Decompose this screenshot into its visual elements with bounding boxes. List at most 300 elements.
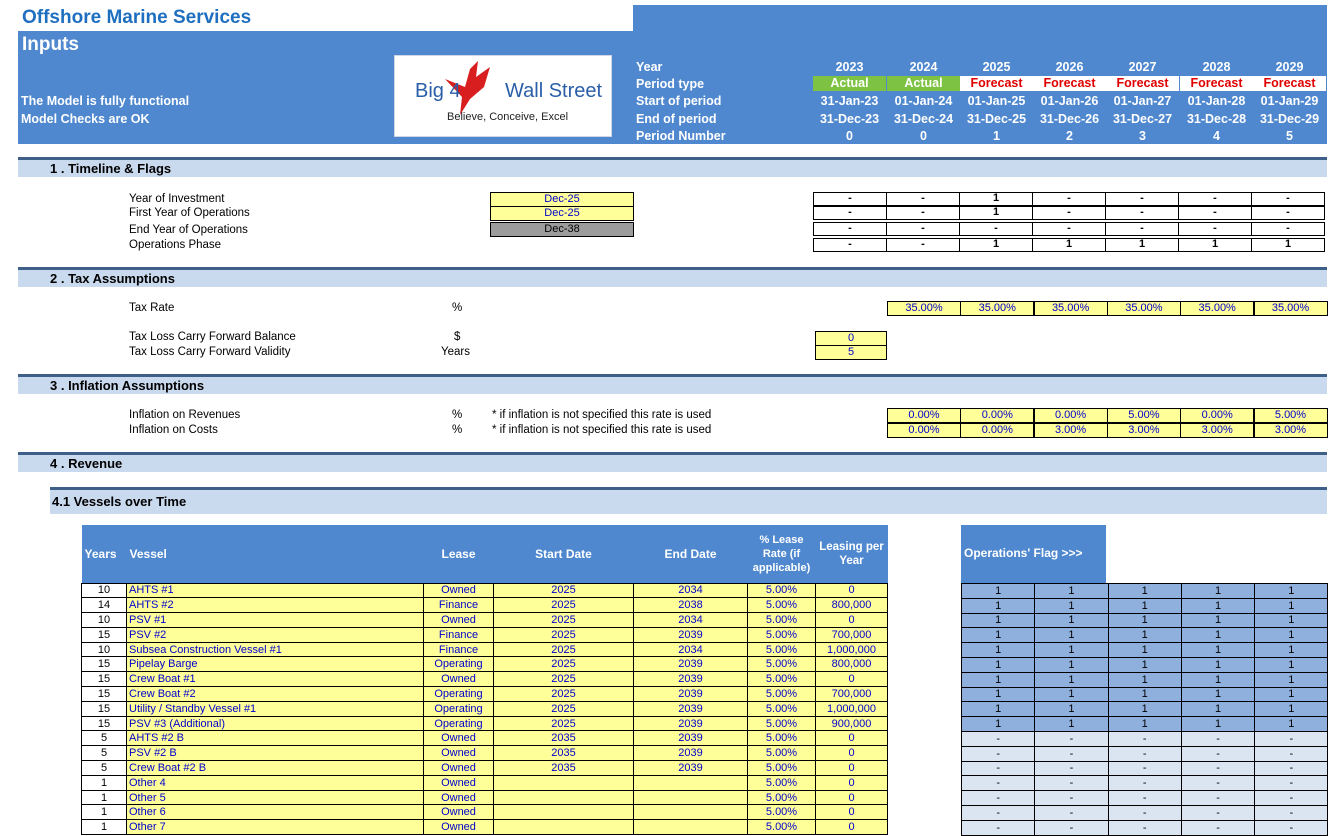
vessel-lease-per-year-input[interactable]: 1,000,000 [816, 701, 888, 716]
vessel-years: 15 [82, 657, 127, 672]
ops-flag-cell: 1 [962, 643, 1035, 658]
flag-cell: - [1178, 222, 1252, 236]
vessel-name-input[interactable]: PSV #1 [127, 613, 424, 628]
vessel-lease-per-year-input[interactable]: 0 [816, 761, 888, 776]
tax-loss-validity-input[interactable]: 5 [815, 345, 887, 360]
vessel-years: 5 [82, 761, 127, 776]
ops-phase-label: Operations Phase [129, 239, 222, 251]
ops-flag-cell: - [1108, 820, 1181, 835]
inflation-cost-input[interactable]: 3.00% [1034, 423, 1108, 438]
period-end: 31-Dec-28 [1186, 112, 1247, 126]
ops-flag-cell: 1 [1035, 702, 1108, 717]
vessel-lease-per-year-input[interactable]: 0 [816, 820, 888, 835]
vessel-lease-input[interactable]: Owned [424, 672, 494, 687]
vessel-lease-input[interactable]: Owned [424, 790, 494, 805]
tax-loss-validity-label: Tax Loss Carry Forward Validity [129, 346, 291, 358]
vessel-name-input[interactable]: PSV #2 [127, 627, 424, 642]
ops-flag-cell: - [962, 746, 1035, 761]
ops-flag-row [962, 598, 1328, 613]
end-year-label: End Year of Operations [129, 224, 248, 236]
vessel-start-input[interactable]: 2025 [494, 642, 634, 657]
ops-flag-cell: - [1035, 761, 1108, 776]
flag-cell: 1 [959, 238, 1033, 252]
ops-flag-cell: - [1255, 791, 1328, 806]
vessel-start-input[interactable] [494, 805, 634, 820]
inflation-revenue-input[interactable]: 5.00% [1107, 408, 1181, 423]
tax-loss-balance-input[interactable]: 0 [815, 331, 887, 346]
ops-flag-cell: 1 [1108, 657, 1181, 672]
vessel-end-input[interactable]: 2034 [634, 613, 748, 628]
first-year-label: First Year of Operations [129, 207, 250, 219]
flag-row [814, 238, 1325, 252]
period-type-badge: Actual [887, 76, 960, 91]
vessel-lease-input[interactable]: Owned [424, 820, 494, 835]
ops-flag-cell: - [1035, 791, 1108, 806]
ops-flag-row [962, 746, 1328, 761]
vessel-name-input[interactable]: Other 4 [127, 775, 424, 790]
vessel-row [82, 672, 888, 687]
ops-flag-cell: - [1181, 805, 1254, 820]
ops-flag-cell: 1 [1035, 687, 1108, 702]
ops-flag-cell: - [1108, 776, 1181, 791]
logo [394, 55, 612, 137]
ops-flag-cell: 1 [962, 702, 1035, 717]
section-inflation: 3 . Inflation Assumptions [18, 374, 1327, 394]
vessel-lease-per-year-input[interactable]: 0 [816, 613, 888, 628]
vessel-lease-per-year-input[interactable]: 700,000 [816, 687, 888, 702]
flag-cell: 1 [959, 206, 1033, 220]
vessel-rate-input[interactable]: 5.00% [748, 790, 816, 805]
vessel-name-input[interactable]: Other 7 [127, 820, 424, 835]
vessel-lease-per-year-input[interactable]: 0 [816, 731, 888, 746]
tax-rate-input[interactable]: 35.00% [1034, 301, 1108, 316]
label-period-type: Period type [636, 77, 705, 91]
ops-flag-cell: 1 [1181, 598, 1254, 613]
inflation-cost-unit: % [452, 424, 463, 436]
ops-flag-cell: 1 [1255, 687, 1328, 702]
inflation-cost-input[interactable]: 3.00% [1180, 423, 1254, 438]
vessel-lease-input[interactable]: Finance [424, 627, 494, 642]
period-start: 01-Jan-29 [1260, 94, 1319, 108]
inflation-revenue-input[interactable]: 5.00% [1254, 408, 1328, 423]
vessel-end-input[interactable]: 2039 [634, 761, 748, 776]
tax-loss-validity-unit: Years [441, 346, 470, 358]
inflation-cost-input[interactable]: 0.00% [887, 423, 961, 438]
period-number: 0 [846, 129, 853, 143]
vessel-name-input[interactable]: PSV #3 (Additional) [127, 716, 424, 731]
ops-flag-cell: 1 [1108, 598, 1181, 613]
ops-flag-row [962, 776, 1328, 791]
ops-flag-row [962, 672, 1328, 687]
vessel-row [82, 790, 888, 805]
ops-flag-row [962, 584, 1328, 599]
vessel-name-input[interactable]: Crew Boat #2 [127, 687, 424, 702]
vessel-lease-per-year-input[interactable]: 0 [816, 746, 888, 761]
flag-cell: - [1032, 222, 1106, 236]
vessel-rate-input[interactable]: 5.00% [748, 820, 816, 835]
logo-text-right: Wall Street [505, 80, 603, 102]
ops-flag-cell: 1 [1035, 672, 1108, 687]
ops-flag-cell: 1 [1181, 717, 1254, 732]
vessel-row [82, 775, 888, 790]
period-number: 2 [1066, 129, 1073, 143]
vessel-lease-input[interactable]: Owned [424, 731, 494, 746]
flag-cell: - [813, 238, 887, 252]
ops-flag-cell: - [1108, 791, 1181, 806]
tax-rate-input[interactable]: 35.00% [1254, 301, 1328, 316]
vessel-name-input[interactable]: AHTS #2 B [127, 731, 424, 746]
vessel-start-input[interactable] [494, 790, 634, 805]
section-timeline-flags: 1 . Timeline & Flags [18, 157, 1327, 177]
ops-flag-cell: 1 [962, 672, 1035, 687]
ops-flag-cell: 1 [1035, 613, 1108, 628]
tax-rate-input[interactable]: 35.00% [1180, 301, 1254, 316]
period-start: 01-Jan-26 [1040, 94, 1099, 108]
vessel-start-input[interactable]: 2035 [494, 761, 634, 776]
ops-flag-cell: 1 [1108, 628, 1181, 643]
vessel-name-input[interactable]: Subsea Construction Vessel #1 [127, 642, 424, 657]
vessel-lease-per-year-input[interactable]: 0 [816, 775, 888, 790]
ops-flag-cell: - [1108, 731, 1181, 746]
vessel-row [82, 716, 888, 731]
section-tax: 2 . Tax Assumptions [18, 267, 1327, 287]
period-end: 31-Dec-23 [819, 112, 880, 126]
vessel-start-input[interactable]: 2025 [494, 716, 634, 731]
vessel-start-input[interactable]: 2035 [494, 746, 634, 761]
ops-flag-cell: 1 [1255, 672, 1328, 687]
year-of-investment-label: Year of Investment [129, 193, 225, 205]
flag-cell: - [1105, 222, 1179, 236]
flag-cell: - [886, 206, 960, 220]
ops-flag-label: Operations' Flag >>> [964, 546, 1083, 560]
ops-flag-cell: - [1035, 731, 1108, 746]
vessel-years: 15 [82, 716, 127, 731]
ops-flag-cell: 1 [962, 613, 1035, 628]
inflation-cost-note: * if inflation is not specified this rate is used [492, 424, 712, 436]
ops-flag-cell: - [962, 791, 1035, 806]
period-type-badge: Forecast [1106, 76, 1179, 91]
sheet-title: Inputs [22, 34, 79, 55]
ops-flag-cell: - [1035, 746, 1108, 761]
inflation-revenue-input[interactable]: 0.00% [887, 408, 961, 423]
vessel-end-input[interactable] [634, 790, 748, 805]
vessel-end-input[interactable]: 2039 [634, 687, 748, 702]
ops-flag-cell: - [1181, 776, 1254, 791]
col-rate: % Lease Rate (if applicable) [748, 525, 816, 583]
vessel-lease-per-year-input[interactable]: 0 [816, 583, 888, 598]
ops-flag-cell: 1 [1035, 717, 1108, 732]
vessel-row [82, 731, 888, 746]
vessel-row [82, 583, 888, 598]
ops-flag-cell: 1 [1181, 643, 1254, 658]
vessel-lease-input[interactable]: Operating [424, 687, 494, 702]
tax-rate-input[interactable]: 35.00% [960, 301, 1034, 316]
vessel-years: 15 [82, 627, 127, 642]
ops-flag-cell: 1 [1181, 702, 1254, 717]
inflation-cost-input[interactable]: 3.00% [1254, 423, 1328, 438]
vessel-rate-input[interactable]: 5.00% [748, 642, 816, 657]
year-of-investment-input[interactable]: Dec-25 [490, 192, 634, 207]
logo-tagline: Believe, Conceive, Excel [447, 111, 569, 123]
vessel-name-input[interactable]: Other 6 [127, 805, 424, 820]
vessel-end-input[interactable] [634, 775, 748, 790]
ops-flag-cell: 1 [1108, 702, 1181, 717]
tax-loss-balance-label: Tax Loss Carry Forward Balance [129, 331, 296, 343]
ops-flag-cell: 1 [1181, 672, 1254, 687]
ops-flag-row [962, 731, 1328, 746]
flag-cell: - [1251, 206, 1325, 220]
vessel-start-input[interactable]: 2025 [494, 657, 634, 672]
tax-rate-input[interactable]: 35.00% [887, 301, 961, 316]
ops-flag-cell: 1 [1255, 584, 1328, 599]
ops-flag-cell: 1 [1255, 657, 1328, 672]
period-number: 5 [1286, 129, 1293, 143]
ops-flag-row [962, 628, 1328, 643]
vessel-years: 1 [82, 820, 127, 835]
vessel-name-input[interactable]: Utility / Standby Vessel #1 [127, 701, 424, 716]
ops-flag-cell: - [1108, 805, 1181, 820]
inflation-revenue-input[interactable]: 0.00% [1034, 408, 1108, 423]
tax-rate-input[interactable]: 35.00% [1107, 301, 1181, 316]
ops-flag-cell: 1 [962, 628, 1035, 643]
ops-flag-cell: - [1255, 761, 1328, 776]
flag-cell: - [813, 222, 887, 236]
period-year: 2026 [1055, 60, 1084, 74]
period-start: 01-Jan-24 [894, 94, 953, 108]
vessel-rate-input[interactable]: 5.00% [748, 598, 816, 613]
period-type-badge: Forecast [960, 76, 1033, 91]
status-checks: Model Checks are OK [21, 112, 150, 126]
vessel-end-input[interactable] [634, 820, 748, 835]
flag-cell: - [813, 206, 887, 220]
flag-cell: - [886, 238, 960, 252]
ops-flag-cell: - [1035, 820, 1108, 835]
ops-flag-cell: 1 [962, 598, 1035, 613]
period-end: 31-Dec-24 [893, 112, 954, 126]
vessel-lease-per-year-input[interactable]: 0 [816, 672, 888, 687]
vessel-years: 15 [82, 701, 127, 716]
vessel-rate-input[interactable]: 5.00% [748, 716, 816, 731]
ops-flag-cell: 1 [962, 687, 1035, 702]
vessel-start-input[interactable]: 2035 [494, 731, 634, 746]
vessel-start-input[interactable] [494, 820, 634, 835]
vessel-end-input[interactable]: 2039 [634, 657, 748, 672]
flag-cell: 1 [959, 192, 1033, 206]
label-end-period: End of period [636, 112, 717, 126]
vessel-rate-input[interactable]: 5.00% [748, 627, 816, 642]
period-start: 01-Jan-28 [1187, 94, 1246, 108]
col-end: End Date [634, 525, 748, 583]
ops-flag-row [962, 791, 1328, 806]
vessel-rate-input[interactable]: 5.00% [748, 583, 816, 598]
vessel-row [82, 701, 888, 716]
ops-flag-cell: - [962, 776, 1035, 791]
flag-cell: - [813, 192, 887, 206]
vessel-lease-input[interactable]: Operating [424, 716, 494, 731]
vessel-start-input[interactable]: 2025 [494, 583, 634, 598]
vessel-rate-input[interactable]: 5.00% [748, 746, 816, 761]
vessel-start-input[interactable]: 2025 [494, 672, 634, 687]
vessel-rate-input[interactable]: 5.00% [748, 672, 816, 687]
vessel-years: 15 [82, 687, 127, 702]
ops-flag-cell: - [1035, 776, 1108, 791]
vessel-lease-input[interactable]: Operating [424, 657, 494, 672]
ops-flag-cell: - [1181, 731, 1254, 746]
flag-cell: 1 [1251, 238, 1325, 252]
vessel-row [82, 598, 888, 613]
col-start: Start Date [494, 525, 634, 583]
subsection-vessels: 4.1 Vessels over Time [50, 487, 1327, 514]
vessel-lease-input[interactable]: Operating [424, 701, 494, 716]
vessel-name-input[interactable]: AHTS #1 [127, 583, 424, 598]
vessel-end-input[interactable]: 2034 [634, 642, 748, 657]
vessel-end-input[interactable]: 2039 [634, 716, 748, 731]
vessel-years: 5 [82, 746, 127, 761]
vessel-lease-per-year-input[interactable]: 800,000 [816, 657, 888, 672]
ops-flag-cell: 1 [1035, 584, 1108, 599]
vessel-lease-per-year-input[interactable]: 900,000 [816, 716, 888, 731]
inflation-revenue-input[interactable]: 0.00% [1180, 408, 1254, 423]
ops-flag-cell: - [1255, 731, 1328, 746]
vessel-rate-input[interactable]: 5.00% [748, 701, 816, 716]
ops-flag-cell: 1 [1255, 702, 1328, 717]
col-lease: Lease [424, 525, 494, 583]
vessel-rate-input[interactable]: 5.00% [748, 731, 816, 746]
vessel-end-input[interactable]: 2034 [634, 583, 748, 598]
vessel-lease-input[interactable]: Owned [424, 761, 494, 776]
vessel-years: 10 [82, 613, 127, 628]
period-year: 2025 [982, 60, 1011, 74]
vessel-lease-input[interactable]: Owned [424, 613, 494, 628]
vessel-rate-input[interactable]: 5.00% [748, 613, 816, 628]
vessel-row [82, 627, 888, 642]
ops-flag-cell: - [962, 820, 1035, 835]
label-start-period: Start of period [636, 94, 722, 108]
logo-text-left: Big 4 [415, 80, 461, 102]
vessel-lease-per-year-input[interactable]: 0 [816, 790, 888, 805]
flag-cell: - [1178, 192, 1252, 206]
vessel-start-input[interactable]: 2025 [494, 687, 634, 702]
ops-flag-cell: - [1181, 820, 1254, 835]
vessel-rate-input[interactable]: 5.00% [748, 761, 816, 776]
ops-flag-cell: - [962, 805, 1035, 820]
ops-flag-cell: 1 [1108, 687, 1181, 702]
ops-flag-table [961, 583, 1328, 836]
inflation-revenue-note: * if inflation is not specified this rate is used [492, 409, 712, 421]
flag-row [814, 222, 1325, 236]
ops-flag-cell: 1 [1108, 584, 1181, 599]
vessel-rate-input[interactable]: 5.00% [748, 687, 816, 702]
ops-flag-cell: 1 [1255, 613, 1328, 628]
flag-cell: - [1032, 192, 1106, 206]
vessel-start-input[interactable]: 2025 [494, 613, 634, 628]
flag-cell: - [1032, 206, 1106, 220]
ops-flag-cell: 1 [1108, 613, 1181, 628]
vessel-rate-input[interactable]: 5.00% [748, 805, 816, 820]
inflation-cost-input[interactable]: 0.00% [960, 423, 1034, 438]
ops-flag-row [962, 761, 1328, 776]
inflation-cost-input[interactable]: 3.00% [1107, 423, 1181, 438]
vessel-name-input[interactable]: AHTS #2 [127, 598, 424, 613]
vessel-name-input[interactable]: PSV #2 B [127, 746, 424, 761]
ops-flag-cell: 1 [1255, 628, 1328, 643]
vessel-end-input[interactable]: 2039 [634, 731, 748, 746]
inflation-revenue-input[interactable]: 0.00% [960, 408, 1034, 423]
period-start: 01-Jan-27 [1113, 94, 1172, 108]
flag-cell: - [959, 222, 1033, 236]
section-revenue: 4 . Revenue [18, 452, 1327, 472]
vessel-lease-input[interactable]: Owned [424, 746, 494, 761]
period-year: 2028 [1202, 60, 1231, 74]
ops-flag-cell: 1 [1108, 672, 1181, 687]
vessel-end-input[interactable] [634, 805, 748, 820]
ops-flag-cell: 1 [1108, 643, 1181, 658]
flag-row [814, 192, 1325, 206]
vessel-end-input[interactable]: 2039 [634, 627, 748, 642]
tax-rate-label: Tax Rate [129, 302, 175, 314]
vessel-lease-input[interactable]: Owned [424, 583, 494, 598]
vessel-start-input[interactable]: 2025 [494, 598, 634, 613]
vessel-rate-input[interactable]: 5.00% [748, 775, 816, 790]
col-years: Years [82, 525, 127, 583]
vessel-row [82, 687, 888, 702]
vessel-lease-input[interactable]: Finance [424, 598, 494, 613]
vessel-lease-input[interactable]: Finance [424, 642, 494, 657]
vessel-lease-per-year-input[interactable]: 1,000,000 [816, 642, 888, 657]
label-period-number: Period Number [636, 129, 726, 143]
vessel-rate-input[interactable]: 5.00% [748, 657, 816, 672]
ops-flag-row [962, 805, 1328, 820]
vessel-lease-input[interactable]: Owned [424, 775, 494, 790]
vessel-row [82, 642, 888, 657]
vessel-row [82, 657, 888, 672]
vessel-start-input[interactable]: 2025 [494, 701, 634, 716]
vessel-name-input[interactable]: Pipelay Barge [127, 657, 424, 672]
ops-flag-cell: - [1108, 746, 1181, 761]
vessel-name-input[interactable]: Crew Boat #2 B [127, 761, 424, 776]
ops-flag-cell: 1 [1181, 584, 1254, 599]
ops-flag-row [962, 657, 1328, 672]
vessel-end-input[interactable]: 2039 [634, 746, 748, 761]
vessel-name-input[interactable]: Other 5 [127, 790, 424, 805]
period-number: 3 [1139, 129, 1146, 143]
flag-cell: - [1251, 192, 1325, 206]
vessel-name-input[interactable]: Crew Boat #1 [127, 672, 424, 687]
vessel-lease-per-year-input[interactable]: 0 [816, 805, 888, 820]
vessel-lease-per-year-input[interactable]: 800,000 [816, 598, 888, 613]
period-year: 2029 [1275, 60, 1304, 74]
vessel-end-input[interactable]: 2039 [634, 672, 748, 687]
ops-flag-cell: 1 [1181, 628, 1254, 643]
vessel-start-input[interactable] [494, 775, 634, 790]
vessel-years: 14 [82, 598, 127, 613]
label-year: Year [636, 60, 663, 74]
ops-flag-cell: - [1255, 746, 1328, 761]
vessel-lease-per-year-input[interactable]: 700,000 [816, 627, 888, 642]
end-year-value: Dec-38 [490, 222, 634, 237]
vessel-lease-input[interactable]: Owned [424, 805, 494, 820]
vessel-years: 1 [82, 775, 127, 790]
vessel-end-input[interactable]: 2038 [634, 598, 748, 613]
first-year-input[interactable]: Dec-25 [490, 206, 634, 221]
inflation-cost-label: Inflation on Costs [129, 424, 218, 436]
period-number: 0 [920, 129, 927, 143]
vessel-years: 15 [82, 672, 127, 687]
ops-flag-row [962, 820, 1328, 835]
vessel-start-input[interactable]: 2025 [494, 627, 634, 642]
vessel-end-input[interactable]: 2039 [634, 701, 748, 716]
ops-flag-cell: - [1108, 761, 1181, 776]
